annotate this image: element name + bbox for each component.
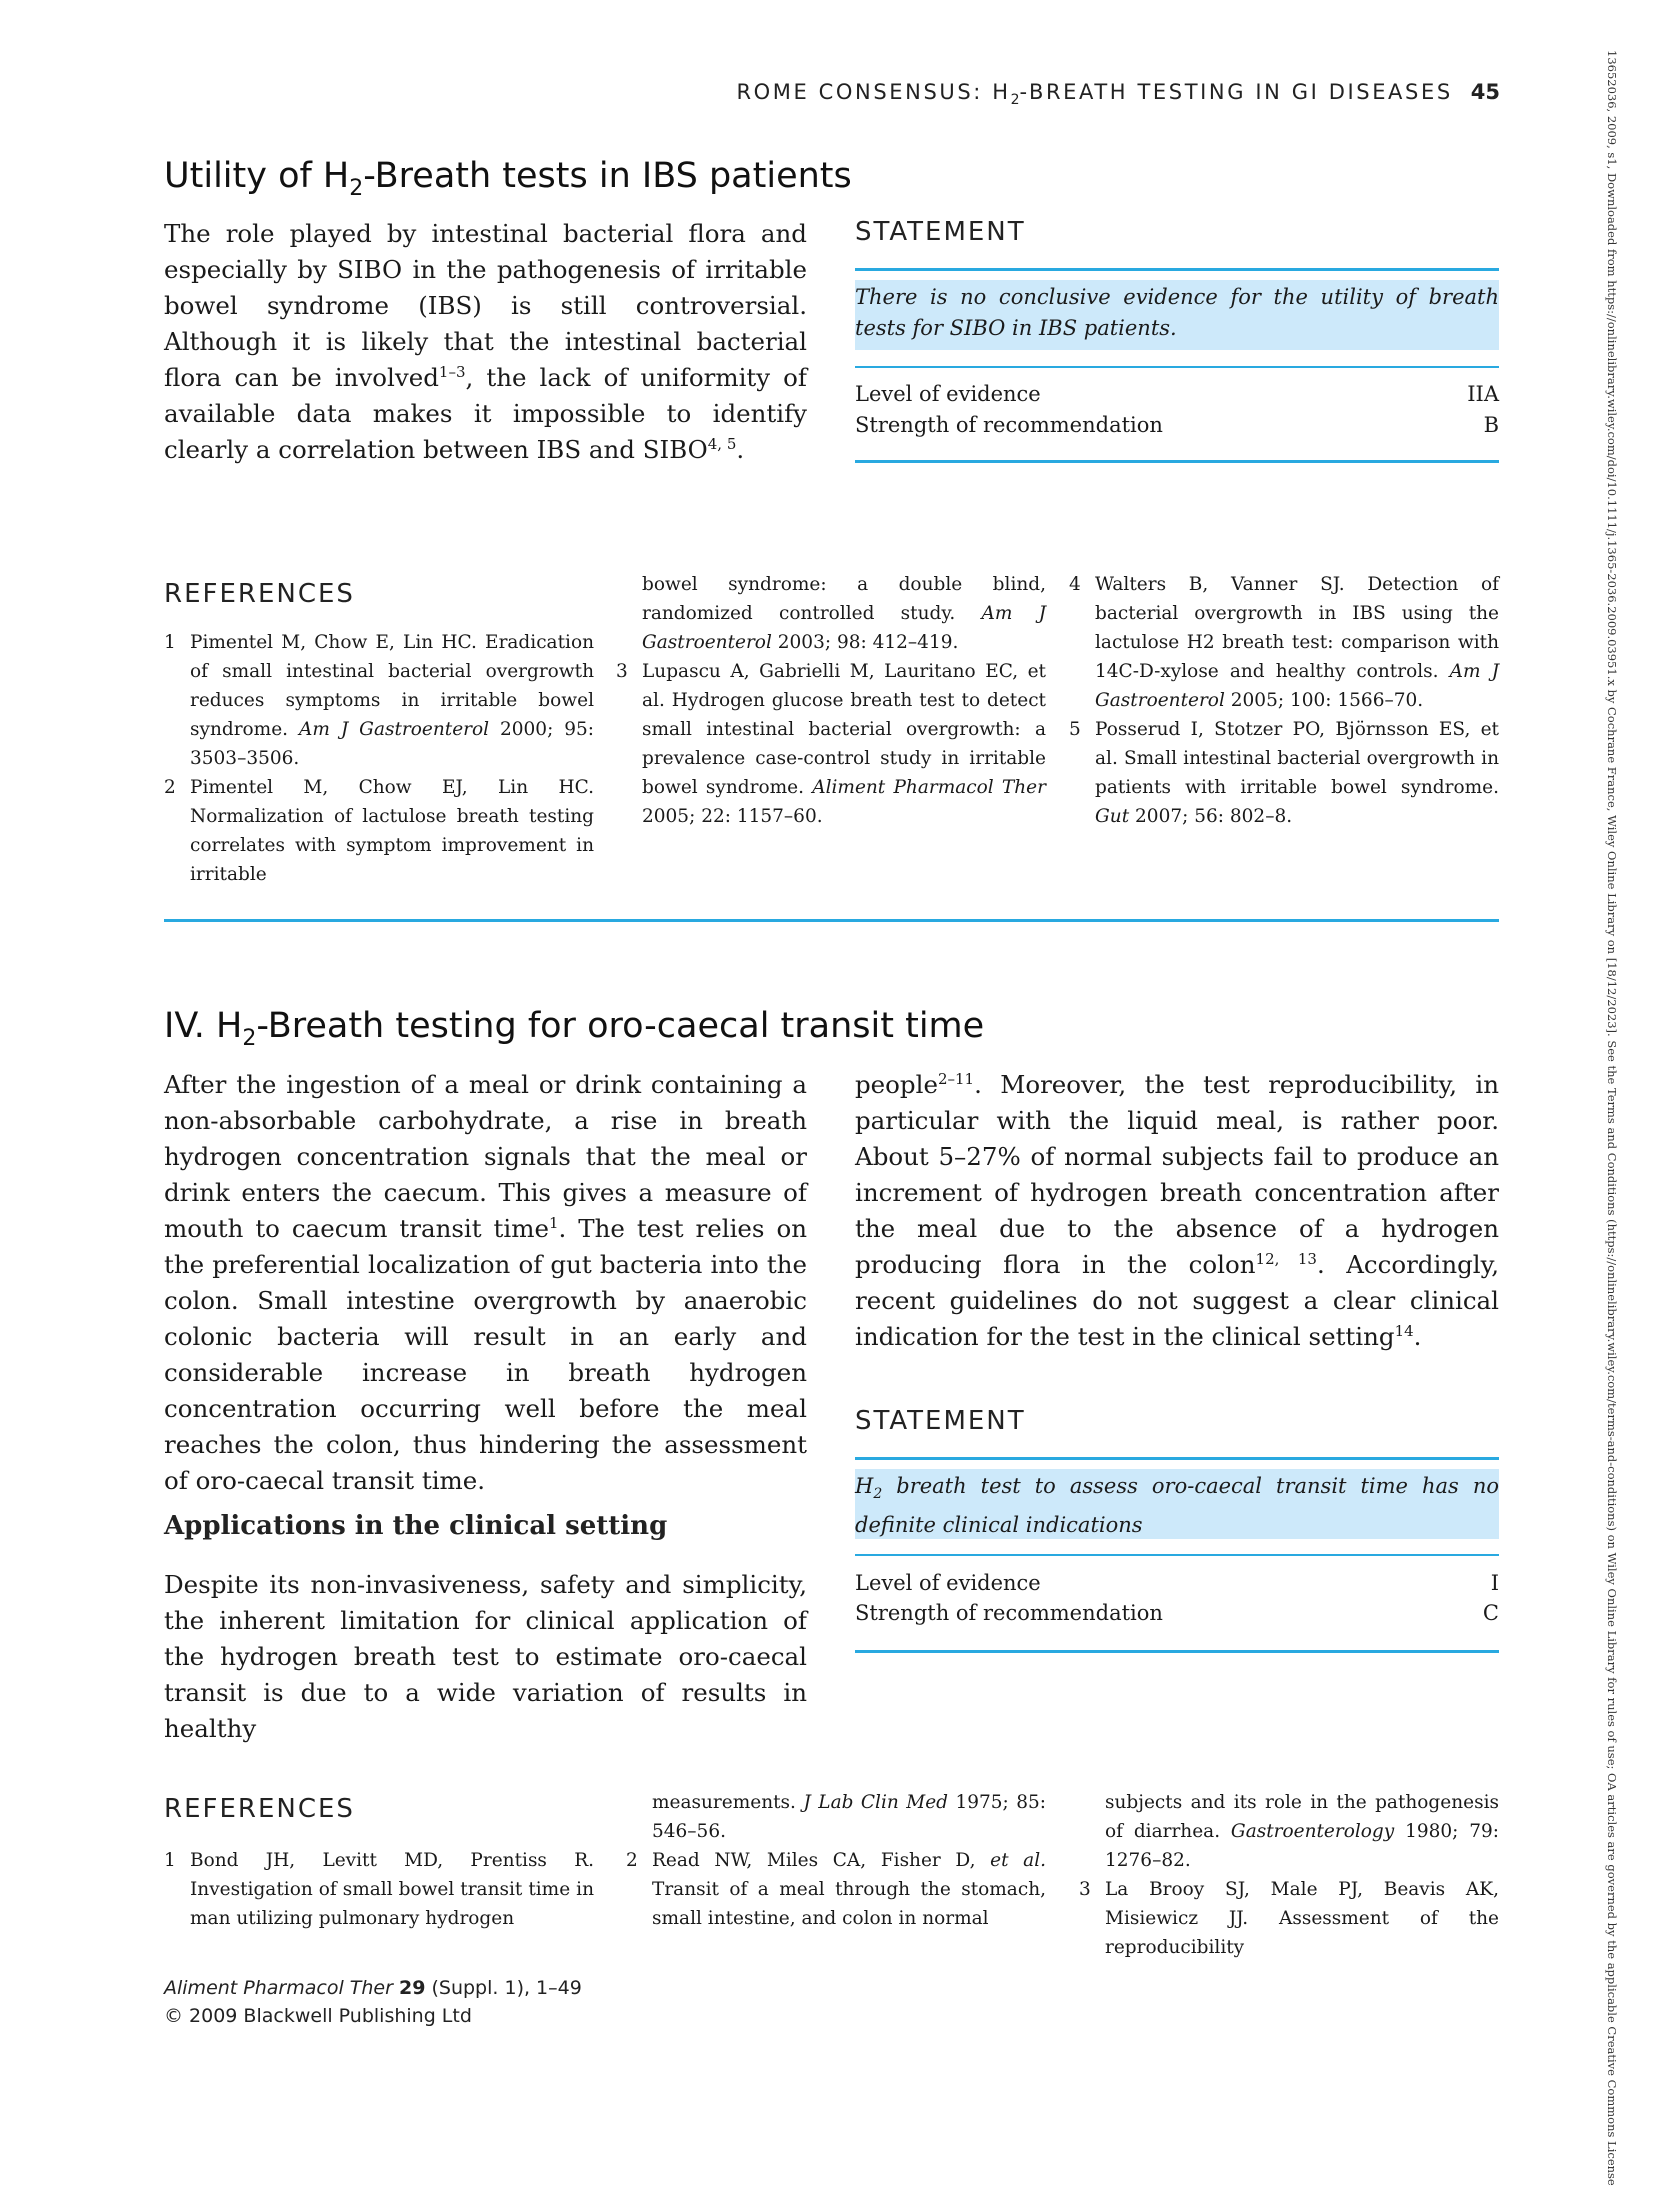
subheading-clinical-setting: Applications in the clinical setting bbox=[164, 1511, 668, 1541]
reference-item: 2 Pimentel M, Chow EJ, Lin HC. Normalization of lactulose breath testing correlates with symptom improvement in irritable bbox=[164, 777, 594, 885]
statement-box: $H_2$ breath test to assess oro-caecal transit time has no definite clinical indications bbox=[855, 1469, 1499, 1539]
section1-body: The role played by intestinal bacterial flora and especially by SIBO in the pathogenesis of irritable bowel syndrome (IBS) is still controversial. Although it is likely that the intestinal bacterial flora can be involved$^{1-3}$, the lack of uniformity of available data makes it impossible to identify clearly a correlation between IBS and SIBO$^{4, 5}$. bbox=[164, 219, 807, 464]
references-col-2 bbox=[616, 570, 1046, 831]
reference-item: 2 Read NW, Miles CA, Fisher D, et al. Transit of a meal through the stomach, small intestine, and colon in normal bbox=[626, 1850, 1046, 1929]
footer bbox=[164, 1974, 582, 2030]
level-of-evidence-row: Level of evidence IIA bbox=[855, 382, 1499, 406]
references-heading: REFERENCES bbox=[164, 1794, 355, 1824]
strength-of-recommendation-row: Strength of recommendation B bbox=[855, 413, 1499, 437]
reference-item-continued: bowel syndrome: a double blind, randomized controlled study. Am J Gastroenterol 2003; 98: 412–419. bbox=[642, 574, 1047, 653]
statement-box: There is no conclusive evidence for the utility of breath tests for SIBO in IBS patients. bbox=[855, 280, 1499, 350]
section-divider bbox=[164, 919, 1499, 922]
reference-item: 3 La Brooy SJ, Male PJ, Beavis AK, Misiewicz JJ. Assessment of the reproducibility bbox=[1079, 1879, 1499, 1958]
reference-item: 1 Pimentel M, Chow E, Lin HC. Eradication of small intestinal bacterial overgrowth reduces symptoms in irritable bowel syndrome. Am J Gastroenterol 2000; 95: 3503–3506. bbox=[164, 632, 594, 769]
running-head-title: ROME CONSENSUS: $H_2$-BREATH TESTING IN GI DISEASES bbox=[736, 80, 1453, 109]
references-col-3 bbox=[1079, 1788, 1499, 1962]
reference-item: 3 Lupascu A, Gabrielli M, Lauritano EC, et al. Hydrogen glucose breath test to detect small intestinal bacterial overgrowth: a prevalence case-control study in irritable bowel syndrome. Aliment Pharmacol Ther 2005; 22: 1157–60. bbox=[616, 661, 1046, 827]
statement-rule-mid bbox=[855, 1554, 1499, 1556]
statement-rule-top bbox=[855, 268, 1499, 271]
section-title-ibs: Utility of $H_2$-Breath tests in IBS patients bbox=[164, 156, 852, 201]
strength-of-recommendation-row: Strength of recommendation C bbox=[855, 1601, 1499, 1625]
statement-rule-mid bbox=[855, 366, 1499, 368]
page-number: 45 bbox=[1470, 80, 1500, 104]
reference-item: 4 Walters B, Vanner SJ. Detection of bacterial overgrowth in IBS using the lactulose H2 breath test: comparison with 14C-D-xylose and healthy controls. Am J Gastroenterol 2005; 100: 1566–70. bbox=[1069, 574, 1499, 711]
statement-rule-top bbox=[855, 1457, 1499, 1460]
running-head bbox=[700, 80, 1500, 108]
download-side-note: 13652036, 2009, s1, Downloaded from https://onlinelibrary.wiley.com/doi/10.1111/j.1365-2036.2009.03951.x by Cochrane France, Wiley Online Library on [18/12/2023]. See the Terms and Conditions (https://onlinelibrary.wiley.com/terms-and-conditions) on Wiley Online Library for rules of use; OA articles are governed by the applicable Creative Commons License bbox=[1605, 50, 1619, 2186]
references-col-1 bbox=[164, 1846, 594, 1933]
section2-body-right: people$^{2-11}$. Moreover, the test reproducibility, in particular with the liquid meal, is rather poor. About 5–27% of normal subjects fail to produce an increment of hydrogen breath concentration after the meal due to the absence of a hydrogen producing flora in the colon$^{12, 13}$. Accordingly, recent guidelines do not suggest a clear clinical indication for the test in the clinical setting$^{14}$. bbox=[855, 1069, 1499, 1351]
statement-heading: STATEMENT bbox=[855, 217, 1026, 247]
reference-item: 1 Bond JH, Levitt MD, Prentiss R. Investigation of small bowel transit time in man utilizing pulmonary hydrogen bbox=[164, 1850, 594, 1929]
references-col-3 bbox=[1069, 570, 1499, 831]
footer-journal-line: Aliment Pharmacol Ther 29 (Suppl. 1), 1–49 bbox=[164, 1977, 582, 1999]
level-of-evidence-row: Level of evidence I bbox=[855, 1571, 1499, 1595]
reference-item-continued: subjects and its role in the pathogenesis of diarrhea. Gastroenterology 1980; 79: 1276–82. bbox=[1105, 1792, 1499, 1871]
references-col-1 bbox=[164, 628, 594, 889]
references-col-2 bbox=[626, 1788, 1046, 1933]
statement-rule-bottom bbox=[855, 460, 1499, 463]
references-heading: REFERENCES bbox=[164, 579, 355, 609]
reference-item: 5 Posserud I, Stotzer PO, Björnsson ES, et al. Small intestinal bacterial overgrowth in patients with irritable bowel syndrome. Gut 2007; 56: 802–8. bbox=[1069, 719, 1499, 827]
section-title-oro-caecal: IV. $H_2$-Breath testing for oro-caecal transit time bbox=[164, 1006, 985, 1051]
footer-copyright: © 2009 Blackwell Publishing Ltd bbox=[164, 2005, 472, 2027]
reference-item-continued: measurements. J Lab Clin Med 1975; 85: 546–56. bbox=[652, 1792, 1047, 1842]
section2-body-left: After the ingestion of a meal or drink containing a non-absorbable carbohydrate, a rise in breath hydrogen concentration signals that the meal or drink enters the caecum. This gives a measure of mouth to caecum transit time$^1$. The test relies on the preferential localization of gut bacteria into the colon. Small intestine overgrowth by anaerobic colonic bacteria will result in an early and considerable increase in breath hydrogen concentration occurring well before the meal reaches the colon, thus hindering the assessment of oro-caecal transit time. bbox=[164, 1070, 807, 1495]
section2-body-clinical: Despite its non-invasiveness, safety and simplicity, the inherent limitation for clinical application of the hydrogen breath test to estimate oro-caecal transit is due to a wide variation of results in healthy bbox=[164, 1570, 807, 1743]
statement-heading: STATEMENT bbox=[855, 1406, 1026, 1436]
statement-rule-bottom bbox=[855, 1650, 1499, 1653]
